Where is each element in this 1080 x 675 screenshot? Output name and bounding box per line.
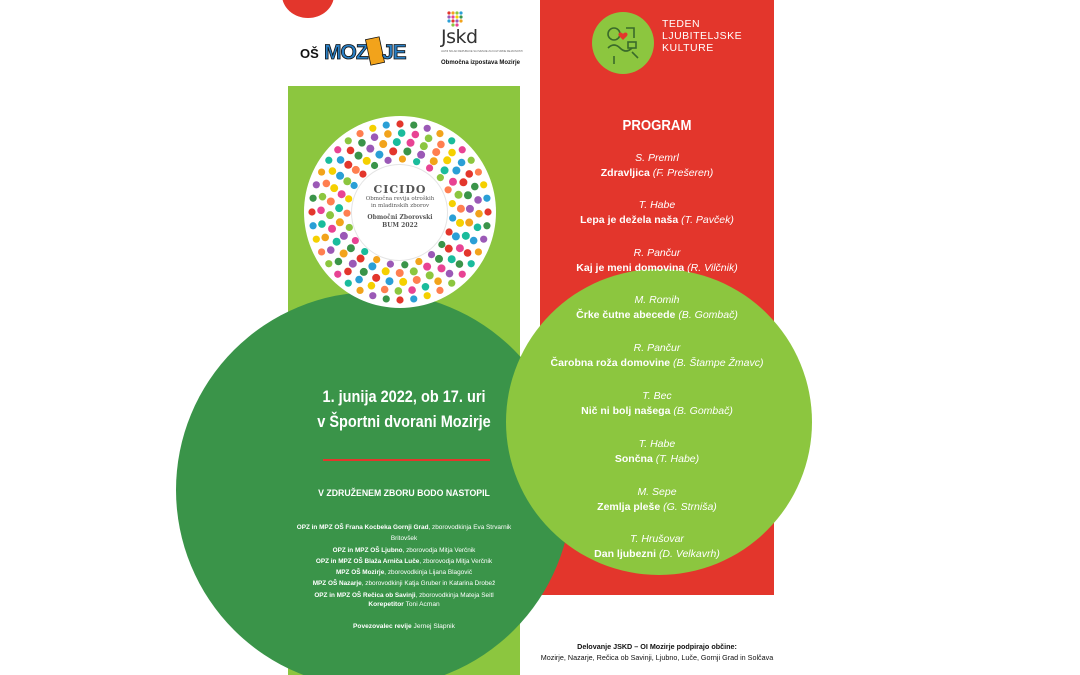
decorative-dot — [321, 234, 329, 242]
decorative-dot — [441, 166, 449, 174]
decorative-dot — [399, 155, 406, 162]
cicido-bum — [356, 214, 444, 230]
decorative-dot — [412, 131, 420, 139]
decorative-dot — [344, 268, 352, 276]
decorative-dot — [352, 166, 360, 174]
program-composer: M. Romih — [634, 294, 680, 306]
decorative-dot — [448, 255, 456, 263]
decorative-dot — [330, 184, 338, 192]
decorative-dot — [336, 218, 344, 226]
program-lyricist: (B. Štampe Žmavc) — [673, 357, 764, 369]
decorative-dot — [395, 287, 403, 295]
program-lyricist: (T. Habe) — [655, 453, 700, 465]
program-title: PROGRAM — [622, 117, 692, 134]
decorative-dot — [424, 125, 431, 132]
program-item — [540, 437, 774, 467]
decorative-dot — [318, 220, 326, 228]
decorative-dot — [465, 170, 473, 178]
decorative-dot — [383, 121, 390, 128]
decorative-dot — [309, 222, 316, 229]
decorative-dot — [468, 157, 475, 164]
program-item — [540, 341, 774, 371]
decorative-dot — [313, 236, 320, 243]
decorative-dot — [410, 267, 418, 275]
event-date-line: 1. junija 2022, ob 17. uri — [322, 388, 486, 406]
choir-item — [288, 578, 520, 589]
program-lyricist: (D. Velkavrh) — [658, 548, 720, 560]
choir-name: OPZ in MPZ OŠ Blaža Arniča Luče — [315, 557, 420, 565]
program-composer: S. Premrl — [635, 152, 679, 164]
decorative-dot — [385, 277, 393, 285]
decorative-dot — [368, 262, 376, 270]
decorative-dot — [483, 222, 490, 229]
decorative-dot — [356, 130, 363, 137]
choir-leader: , zborovodja Mitja Verčnik — [419, 557, 493, 565]
program-composer: T. Hrušovar — [630, 533, 684, 545]
decorative-dot — [407, 139, 415, 147]
decorative-dot — [423, 263, 431, 271]
decorative-dot — [415, 258, 422, 265]
decorative-dot — [401, 261, 408, 268]
cicido-label — [356, 183, 444, 230]
cicido-bum-1: Območni Zborovski — [367, 214, 433, 221]
choirs-heading: V ZDRUŽENEM ZBORU BODO NASTOPIL — [318, 488, 490, 499]
choir-item — [288, 567, 520, 578]
decorative-dot — [381, 286, 389, 294]
program-lyricist: (F. Prešeren) — [652, 167, 714, 179]
cicido-subtitle-2: in mladinskih zborov — [370, 203, 430, 209]
program-item — [540, 246, 774, 276]
decorative-dot — [393, 138, 401, 146]
decorative-dot — [319, 193, 327, 201]
program-lyricist: (B. Gombač) — [673, 405, 733, 417]
decorative-dot — [396, 296, 403, 303]
decorative-dot — [437, 264, 445, 272]
choir-leader: , zborovodja Mitja Verčnik — [402, 546, 476, 554]
jskd-office: Območna izpostava Mozirje — [441, 60, 521, 66]
decorative-dot — [436, 130, 443, 137]
decorative-dot — [410, 121, 417, 128]
decorative-dot — [464, 191, 472, 199]
decorative-dot — [449, 214, 456, 221]
program-song: Sončna — [614, 453, 653, 465]
decorative-dot — [422, 283, 430, 291]
decorative-dot — [455, 191, 463, 199]
program-song: Nič ni bolj našega — [581, 405, 671, 417]
decorative-dot — [430, 157, 438, 165]
decorative-dot — [345, 280, 352, 287]
decorative-dot — [369, 125, 376, 132]
decorative-dot — [379, 140, 387, 148]
decorative-dot — [369, 292, 376, 299]
decorative-dot — [437, 141, 445, 149]
program-composer: M. Sepe — [637, 486, 677, 498]
choir-item — [288, 556, 520, 567]
decorative-dot — [465, 219, 473, 227]
decorative-dot — [464, 249, 472, 257]
event-logo-circle — [592, 12, 654, 74]
svg-text:MOZ: MOZ — [324, 41, 368, 64]
decorative-dot — [475, 248, 482, 255]
program-lyricist: (B. Gombač) — [678, 309, 738, 321]
decorative-dot — [372, 274, 380, 282]
korepetitor-label: Korepetitor — [368, 601, 404, 608]
decorative-dot — [363, 157, 371, 165]
decorative-dot — [396, 269, 404, 277]
decorative-dot — [432, 148, 440, 156]
program-song: Dan ljubezni — [594, 548, 657, 560]
decorative-dot — [426, 271, 434, 279]
footer-sponsors — [534, 641, 780, 663]
decorative-dot — [428, 251, 435, 258]
decorative-dot — [408, 286, 416, 294]
decorative-dot — [468, 260, 475, 267]
school-logo — [298, 32, 416, 66]
decorative-dot — [474, 196, 482, 204]
program-composer: R. Pančur — [633, 247, 681, 259]
cicido-title: CICIDO — [373, 183, 427, 196]
program-lyricist: (G. Strniša) — [663, 501, 717, 513]
decorative-dot — [446, 270, 454, 278]
program-lyricist: (R. Vilčnik) — [687, 262, 738, 274]
jskd-fullname: JAVNI SKLAD REPUBLIKE SLOVENIJE ZA KULTURNE DEJAVNOSTI — [441, 50, 523, 53]
decorative-dot — [327, 246, 335, 254]
decorative-dot — [437, 174, 444, 181]
program-item — [540, 532, 774, 562]
decorative-dot — [340, 232, 348, 240]
decorative-dot — [309, 195, 316, 202]
decorative-dot — [456, 219, 464, 227]
decorative-dot — [328, 225, 336, 233]
decorative-dot — [340, 249, 348, 257]
cicido-bum-2: BUM 2022 — [382, 222, 418, 229]
event-logo-line-3: KULTURE — [662, 42, 714, 54]
decorative-dot — [329, 167, 337, 175]
decorative-dot — [462, 232, 470, 240]
decorative-dot — [459, 146, 466, 153]
event-venue-line: v Športni dvorani Mozirje — [317, 413, 491, 431]
decorative-dot — [318, 248, 325, 255]
povezovalec — [288, 623, 520, 630]
choir-name: OPZ in MPZ OŠ Frana Kocbeka Gornji Grad — [296, 524, 429, 531]
decorative-dot — [475, 210, 483, 218]
decorative-dot — [313, 181, 320, 188]
korepetitor — [288, 601, 520, 608]
choir-item — [288, 522, 520, 545]
decorative-dot — [471, 183, 479, 191]
choir-name: OPZ in MPZ OŠ Rečica ob Savinji — [314, 591, 416, 599]
decorative-dot — [326, 211, 334, 219]
decorative-dot — [459, 178, 467, 186]
choir-item — [288, 545, 520, 556]
program-composer: T. Habe — [638, 199, 676, 211]
decorative-dot — [483, 195, 490, 202]
choir-list — [288, 522, 520, 601]
decorative-dot — [443, 156, 451, 164]
decorative-dot — [457, 205, 465, 213]
program-composer: T. Habe — [638, 438, 676, 450]
decorative-dot — [449, 178, 457, 186]
decorative-dot — [480, 236, 487, 243]
decorative-dot — [325, 260, 332, 267]
svg-text:OŠ: OŠ — [300, 46, 319, 61]
decorative-dot — [334, 271, 341, 278]
decorative-dot — [426, 164, 433, 171]
program-composer: R. Pančur — [633, 342, 681, 354]
decorative-dot — [337, 156, 345, 164]
jskd-name: Jskd — [441, 26, 478, 48]
program-song: Črke čutne abecede — [576, 309, 676, 321]
decorative-dot — [420, 142, 428, 150]
choir-name: OPZ in MPZ OŠ Ljubno — [332, 546, 403, 554]
decorative-dot — [334, 146, 341, 153]
svg-text:JE: JE — [382, 41, 406, 64]
decorative-dot — [335, 258, 343, 266]
decorative-dot — [343, 177, 351, 185]
decorative-dot — [371, 133, 379, 141]
decorative-dot — [459, 271, 466, 278]
program-item — [540, 389, 774, 419]
decorative-dot — [396, 120, 403, 127]
decorative-dot — [338, 190, 346, 198]
decorative-dot — [355, 152, 363, 160]
decorative-dot — [399, 278, 407, 286]
event-logo-text — [662, 18, 767, 54]
decorative-dot — [345, 137, 352, 144]
korepetitor-name: Toni Acman — [405, 601, 440, 608]
decorative-dot — [438, 241, 445, 248]
decorative-dot — [452, 232, 460, 240]
decorative-dot — [435, 255, 443, 263]
povezovalec-label: Povezovalec revije — [353, 623, 412, 630]
decorative-dot — [474, 224, 482, 232]
event-logo-line-2: LJUBITELJSKE — [662, 30, 743, 42]
decorative-dot — [458, 159, 466, 167]
decorative-dot — [436, 287, 443, 294]
footer-heading: Delovanje JSKD – OI Mozirje podpirajo občine: — [577, 642, 737, 651]
decorative-dot — [375, 151, 383, 159]
decorative-dot — [413, 158, 420, 165]
decorative-dot — [410, 295, 417, 302]
decorative-dot — [384, 157, 391, 164]
choir-name: MPZ OŠ Mozirje — [335, 569, 385, 577]
decorative-dot — [357, 255, 365, 263]
decorative-dot — [317, 207, 325, 215]
decorative-dot — [327, 197, 335, 205]
cicido-subtitle-1: Območna revija otroških — [365, 196, 435, 202]
decorative-dot — [445, 245, 453, 253]
program-song: Čarobna roža domovine — [550, 357, 671, 369]
decorative-dot — [403, 147, 411, 155]
decorative-dot — [383, 295, 390, 302]
decorative-dot — [456, 260, 464, 268]
program-item — [540, 151, 774, 181]
decorative-dot — [448, 280, 455, 287]
decorative-dot — [387, 261, 394, 268]
event-date — [302, 385, 506, 435]
decorative-dot — [456, 244, 464, 252]
decorative-dot — [323, 180, 331, 188]
dark-green-circle — [176, 292, 572, 675]
choir-leader: , zborovodkinja Eva Strvarnik Britovšek — [390, 524, 512, 543]
culture-icons-icon — [592, 12, 654, 74]
decorative-dot — [398, 129, 406, 137]
decorative-dot — [384, 130, 392, 138]
red-corner-circle — [282, 0, 334, 18]
decorative-dot — [470, 237, 478, 245]
program-item — [540, 293, 774, 323]
decorative-dot — [445, 186, 452, 193]
decorative-dot — [336, 172, 344, 180]
decorative-dot — [358, 139, 366, 147]
decorative-dot — [445, 228, 452, 235]
decorative-dot — [347, 147, 355, 155]
choir-leader: , zborovodkinja Lijana Blagovič — [384, 569, 473, 577]
decorative-dot — [318, 168, 325, 175]
choir-leader: , zborovodkinji Katja Gruber in Katarina Drobež — [361, 580, 496, 588]
red-divider — [323, 459, 490, 461]
decorative-dot — [484, 208, 491, 215]
decorative-dot — [349, 260, 357, 268]
decorative-dot — [333, 238, 341, 246]
decorative-dot — [343, 210, 350, 217]
decorative-dot — [417, 151, 425, 159]
decorative-dot — [452, 167, 460, 175]
program-song: Zdravljica — [600, 167, 650, 179]
decorative-dot — [373, 256, 380, 263]
program-song: Kaj je meni domovina — [576, 262, 685, 274]
decorative-dot — [449, 200, 456, 207]
choir-leader: , zborovodkinja Mateja Seitl — [415, 591, 494, 599]
decorative-dot — [480, 181, 487, 188]
decorative-dot — [360, 268, 368, 276]
decorative-dot — [344, 161, 352, 169]
decorative-dot — [325, 157, 332, 164]
choir-name: MPZ OŠ Nazarje — [312, 580, 362, 588]
decorative-dot — [425, 135, 433, 143]
event-logo-line-1: TEDEN — [662, 18, 701, 30]
povezovalec-name: Jernej Slapnik — [413, 623, 455, 630]
decorative-dot — [355, 276, 363, 284]
decorative-dot — [382, 267, 390, 275]
decorative-dot — [448, 149, 456, 157]
footer-municipalities: Mozirje, Nazarje, Rečica ob Savinji, Ljubno, Luče, Gornji Grad in Solčava — [540, 653, 774, 662]
decorative-dot — [434, 277, 442, 285]
program-song: Lepa je dežela naša — [580, 214, 679, 226]
program-composer: T. Bec — [642, 390, 672, 402]
decorative-dot — [389, 147, 397, 155]
decorative-dot — [475, 168, 482, 175]
decorative-dot — [368, 282, 376, 290]
decorative-dot — [466, 205, 474, 213]
choir-item — [288, 590, 520, 601]
decorative-dot — [448, 137, 455, 144]
program-item — [540, 485, 774, 515]
decorative-dot — [347, 244, 355, 252]
decorative-dot — [413, 276, 421, 284]
decorative-dot — [424, 292, 431, 299]
program-lyricist: (T. Pavček) — [681, 214, 734, 226]
decorative-dot — [308, 208, 315, 215]
decorative-dot — [366, 145, 374, 153]
program-item — [540, 198, 774, 228]
decorative-dot — [356, 287, 363, 294]
program-song: Zemlja pleše — [597, 501, 661, 513]
decorative-dot — [335, 204, 343, 212]
